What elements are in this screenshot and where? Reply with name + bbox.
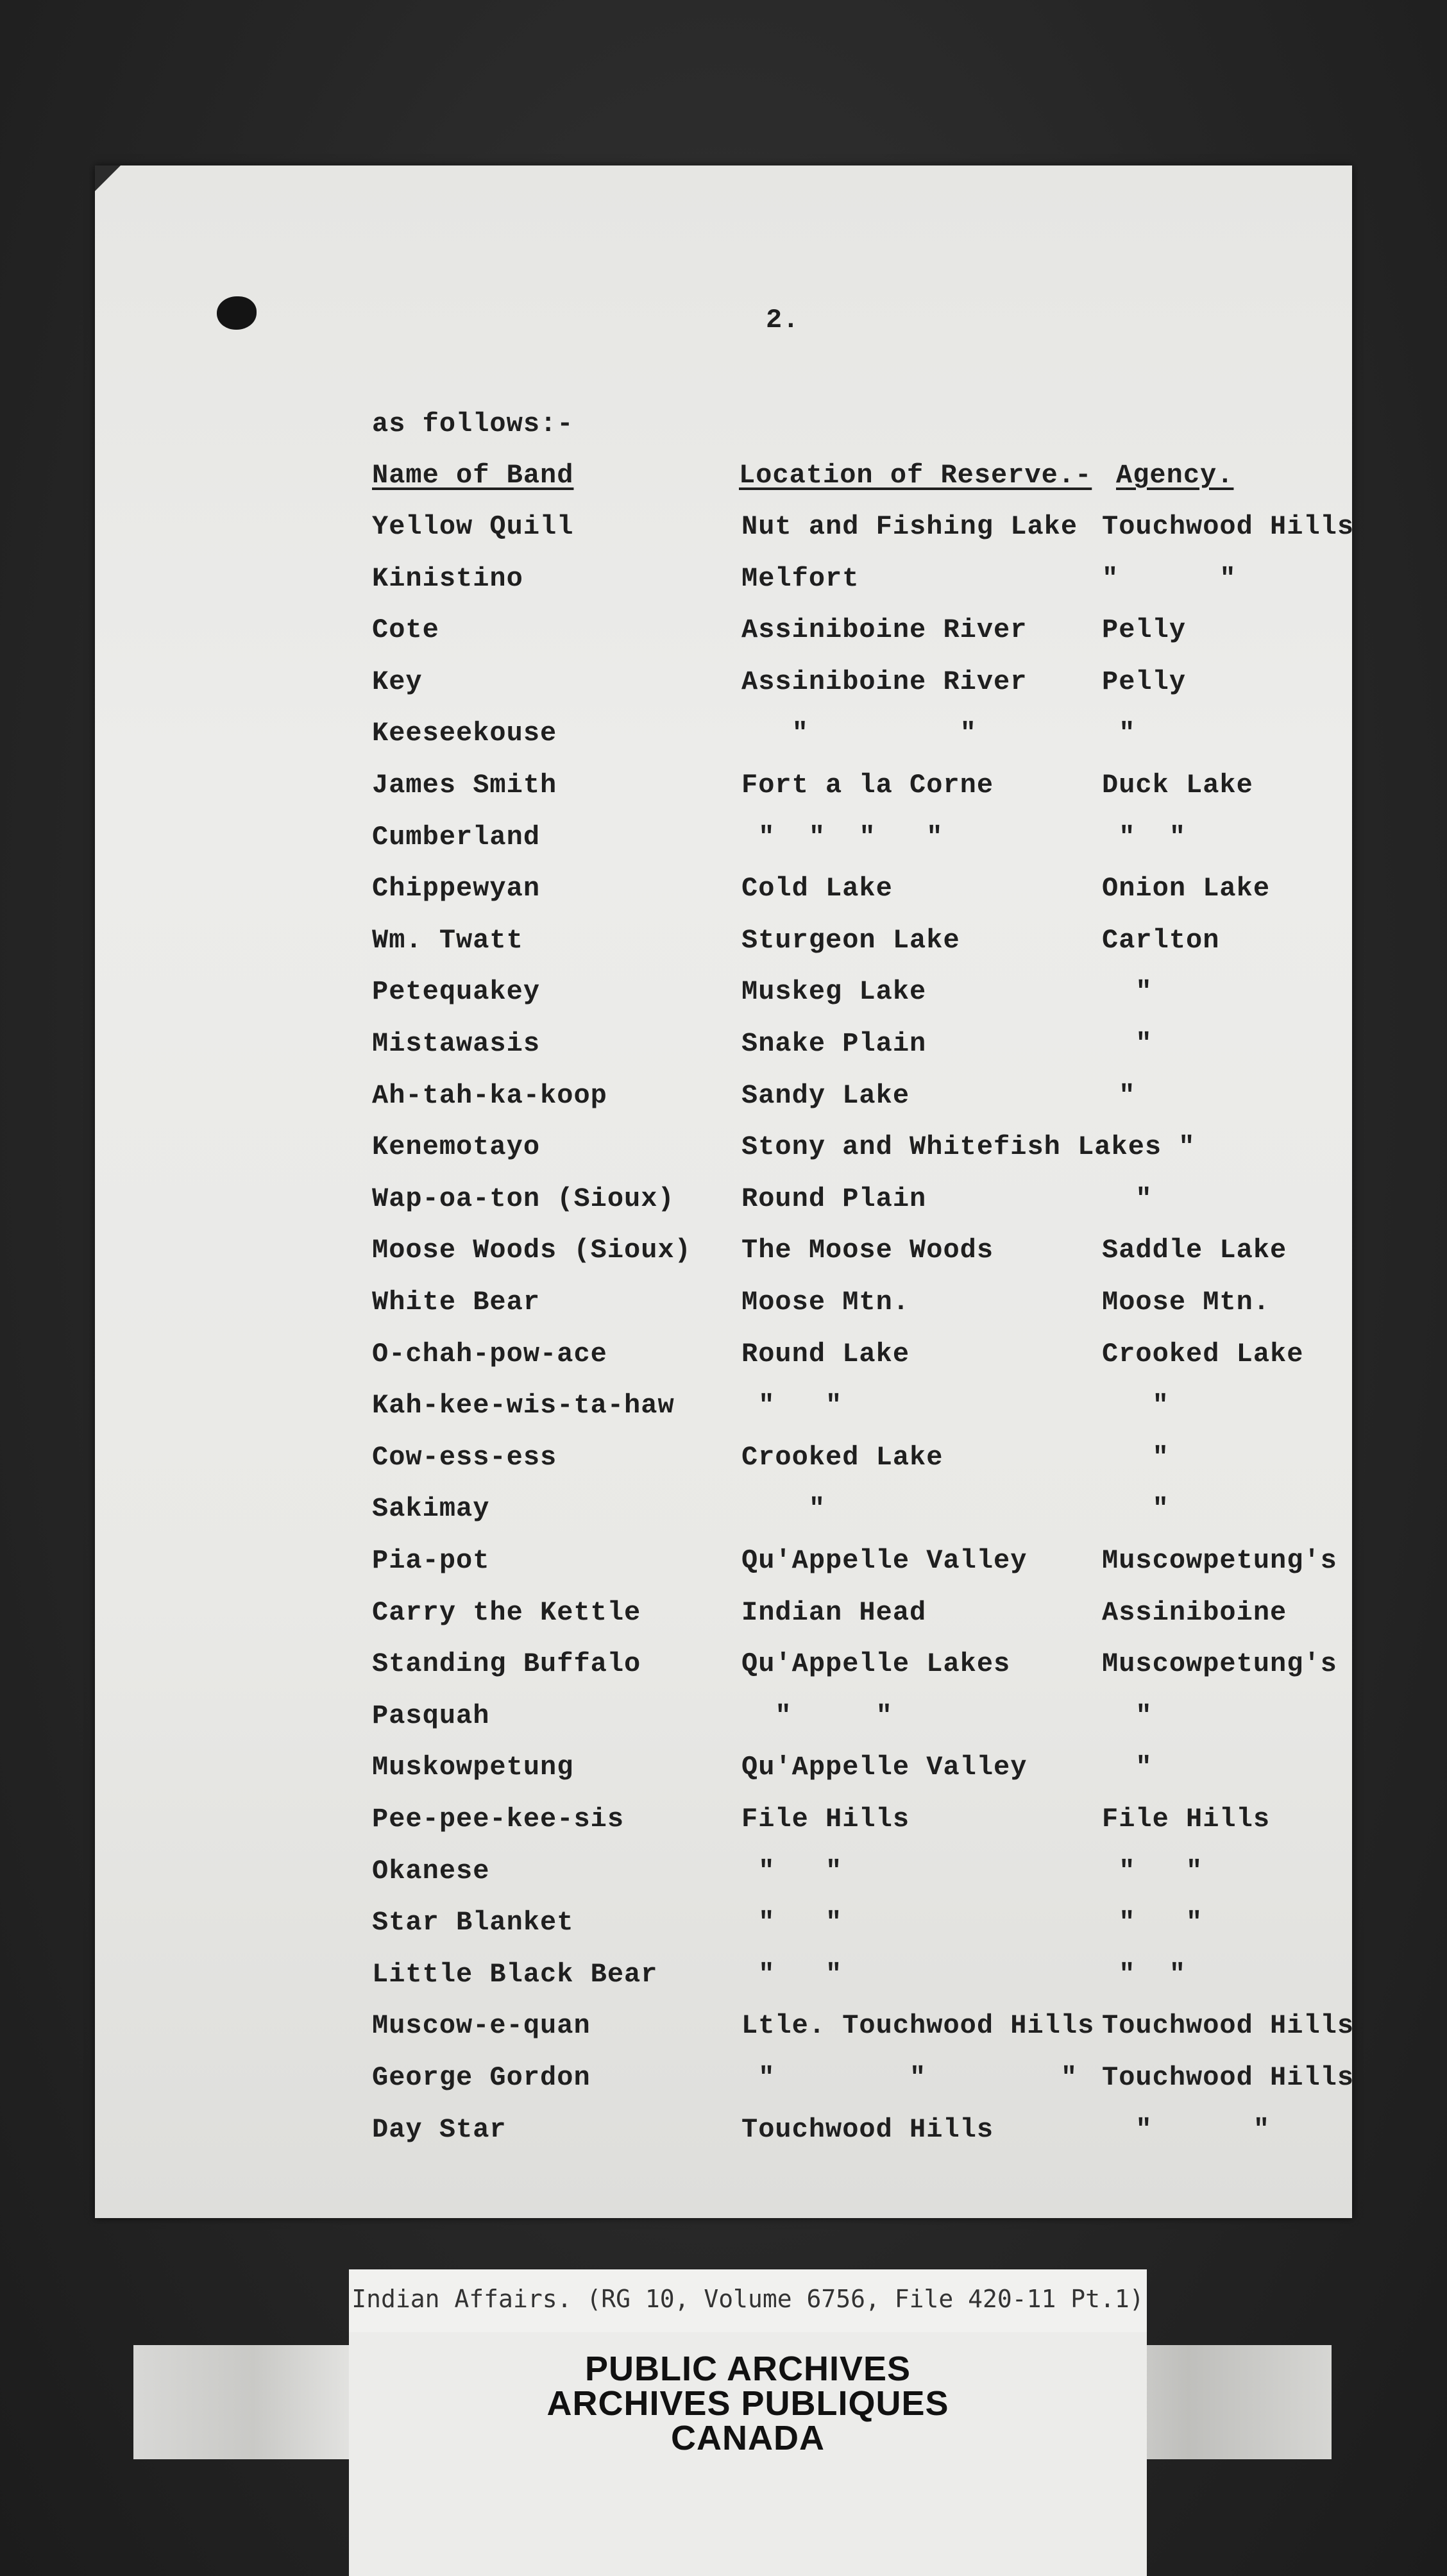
agency-name: " "	[1102, 2114, 1271, 2145]
table-row	[95, 668, 1352, 707]
table-row	[95, 978, 1352, 1017]
stamp-line-3: CANADA	[671, 2419, 825, 2457]
reserve-location: " "	[741, 1958, 843, 1990]
archive-stamp	[349, 2332, 1147, 2576]
header-agency: Agency.	[1116, 460, 1234, 491]
reserve-location: Nut and Fishing Lake	[741, 511, 1078, 542]
table-row	[95, 1392, 1352, 1430]
reserve-location: Melfort	[741, 563, 859, 594]
table-row	[95, 2010, 1355, 2051]
agency-name: Crooked Lake	[1102, 1338, 1304, 1369]
reserve-location: Assiniboine River	[741, 614, 1028, 646]
agency-name: "	[1102, 1700, 1153, 1731]
table-row	[95, 1289, 1352, 1327]
table-row	[95, 1495, 1352, 1534]
reserve-location: Indian Head	[741, 1597, 927, 1628]
agency-name: Onion Lake	[1102, 873, 1271, 904]
reserve-location: Snake Plain	[741, 1028, 927, 1059]
reserve-location: " "	[741, 1907, 843, 1938]
header-band: Name of Band	[372, 460, 574, 491]
band-name: Cow-ess-ess	[372, 1441, 557, 1473]
table-row	[95, 1338, 1352, 1379]
table-row	[95, 1958, 1352, 1999]
band-name: Kenemotayo	[372, 1131, 541, 1163]
band-name: Key	[372, 666, 423, 697]
band-name: Moose Woods (Sioux)	[372, 1235, 691, 1266]
reserve-location: Round Lake	[741, 1338, 910, 1369]
reserve-location: " " " "	[741, 821, 944, 852]
agency-name: "	[1102, 1080, 1136, 1111]
band-name: Chippewyan	[372, 873, 541, 904]
table-row	[95, 720, 1352, 758]
band-name: Little Black Bear	[372, 1958, 658, 1990]
agency-name: Muscowpetung's	[1102, 1545, 1337, 1576]
band-name: George Gordon	[372, 2062, 591, 2093]
reserve-location: Qu'Appelle Valley	[741, 1545, 1028, 1576]
reserve-location: "	[741, 1493, 826, 1525]
agency-name: " "	[1102, 821, 1187, 852]
agency-name: Saddle Lake	[1102, 1235, 1287, 1266]
agency-name: " "	[1102, 1958, 1187, 1990]
band-name: Wm. Twatt	[372, 924, 523, 956]
reserve-location: Moose Mtn.	[741, 1287, 910, 1318]
table-row	[95, 1441, 1352, 1482]
stamp-line-1: PUBLIC ARCHIVES	[584, 2350, 911, 2388]
reserve-location: Ltle. Touchwood Hills	[741, 2010, 1095, 2042]
table-row	[95, 1599, 1352, 1638]
table-row	[95, 924, 1352, 965]
table-row	[95, 1909, 1352, 1947]
reserve-location: Assiniboine River	[741, 666, 1028, 697]
agency-name: " "	[1102, 563, 1237, 594]
punch-hole	[217, 296, 257, 330]
reserve-location: " "	[741, 1855, 843, 1886]
band-name: Sakimay	[372, 1493, 490, 1525]
reserve-location: Cold Lake	[741, 873, 893, 904]
band-name: James Smith	[372, 770, 557, 801]
reserve-location: Sandy Lake	[741, 1080, 910, 1111]
band-name: Petequakey	[372, 976, 541, 1008]
reserve-location: Muskeg Lake	[741, 976, 927, 1008]
table-row	[95, 772, 1352, 810]
agency-name: File Hills	[1102, 1804, 1271, 1835]
band-name: Wap-oa-ton (Sioux)	[372, 1183, 675, 1214]
reserve-location: " " "	[741, 2062, 1078, 2093]
page-number: 2.	[766, 305, 800, 335]
agency-name: Touchwood Hills	[1102, 511, 1355, 542]
band-name: Pia-pot	[372, 1545, 490, 1576]
band-name: Ah-tah-ka-koop	[372, 1080, 607, 1111]
archive-reference: Indian Affairs. (RG 10, Volume 6756, File 420-11 Pt.1)	[351, 2285, 1144, 2313]
band-name: Kah-kee-wis-ta-haw	[372, 1390, 675, 1421]
band-name: Carry the Kettle	[372, 1597, 641, 1628]
agency-name: "	[1102, 976, 1153, 1008]
agency-name: "	[1102, 1493, 1169, 1525]
agency-name: "	[1102, 1028, 1153, 1059]
reserve-location: Fort a la Corne	[741, 770, 994, 801]
band-name: Yellow Quill	[372, 511, 574, 542]
table-row	[95, 1650, 1352, 1689]
agency-name: Touchwood Hills	[1102, 2062, 1355, 2093]
reserve-location: " "	[741, 1700, 893, 1731]
table-row	[95, 1855, 1352, 1896]
band-name: White Bear	[372, 1287, 541, 1318]
band-name: Star Blanket	[372, 1907, 574, 1938]
table-row	[95, 1082, 1352, 1121]
band-name: Muscow-e-quan	[372, 2010, 591, 2042]
agency-name: Muscowpetung's	[1102, 1648, 1337, 1680]
reserve-location: " "	[741, 1390, 843, 1421]
band-name: Cote	[372, 614, 439, 646]
agency-name: "	[1102, 718, 1136, 749]
table-row	[95, 1030, 1352, 1069]
reserve-location: Qu'Appelle Valley	[741, 1752, 1028, 1783]
reserve-location: Round Plain	[741, 1183, 927, 1214]
reserve-location: Sturgeon Lake	[741, 924, 960, 956]
band-name: Keeseekouse	[372, 718, 557, 749]
band-name: Pee-pee-kee-sis	[372, 1804, 625, 1835]
table-row	[95, 616, 1352, 655]
reserve-location: " "	[741, 718, 977, 749]
band-name: Okanese	[372, 1855, 490, 1886]
reserve-location: Touchwood Hills	[741, 2114, 994, 2145]
reserve-location: File Hills	[741, 1804, 910, 1835]
agency-name: " "	[1102, 1855, 1203, 1886]
reserve-location: Stony and Whitefish Lakes "	[741, 1131, 1196, 1163]
intro-text: as follows:-	[372, 409, 574, 439]
band-name: Cumberland	[372, 821, 541, 852]
band-name: Standing Buffalo	[372, 1648, 641, 1680]
table-row	[95, 2062, 1355, 2103]
table-row	[95, 2116, 1352, 2155]
agency-name: Moose Mtn.	[1102, 1287, 1271, 1318]
agency-name: "	[1102, 1441, 1169, 1473]
agency-name: Touchwood Hills	[1102, 2010, 1355, 2042]
reserve-location: Crooked Lake	[741, 1441, 944, 1473]
header-location: Location of Reserve.-	[739, 460, 1092, 491]
agency-name: "	[1102, 1390, 1169, 1421]
band-table	[95, 511, 1355, 2155]
agency-name: Carlton	[1102, 924, 1220, 956]
agency-name: Pelly	[1102, 614, 1187, 646]
band-name: Muskowpetung	[372, 1752, 574, 1783]
table-row	[95, 1806, 1352, 1844]
band-name: Kinistino	[372, 563, 523, 594]
band-name: Day Star	[372, 2114, 507, 2145]
archive-label-box	[349, 2269, 1147, 2334]
table-row	[95, 875, 1352, 913]
agency-name: "	[1102, 1183, 1153, 1214]
table-row	[95, 511, 1355, 552]
table-row	[95, 1702, 1352, 1741]
agency-name: "	[1102, 1752, 1153, 1783]
table-row	[95, 821, 1352, 862]
reserve-location: Qu'Appelle Lakes	[741, 1648, 1011, 1680]
stamp-line-2: ARCHIVES PUBLIQUES	[546, 2384, 949, 2423]
agency-name: Assiniboine	[1102, 1597, 1287, 1628]
table-row	[95, 1133, 1352, 1172]
table-row	[95, 565, 1352, 604]
table-row	[95, 1185, 1352, 1224]
table-row	[95, 1237, 1352, 1275]
agency-name: " "	[1102, 1907, 1203, 1938]
reserve-location: The Moose Woods	[741, 1235, 994, 1266]
band-name: Mistawasis	[372, 1028, 541, 1059]
agency-name: Duck Lake	[1102, 770, 1253, 801]
band-name: O-chah-pow-ace	[372, 1338, 607, 1369]
band-name: Pasquah	[372, 1700, 490, 1731]
table-row	[95, 1547, 1352, 1586]
agency-name: Pelly	[1102, 666, 1187, 697]
table-row	[95, 1754, 1352, 1792]
